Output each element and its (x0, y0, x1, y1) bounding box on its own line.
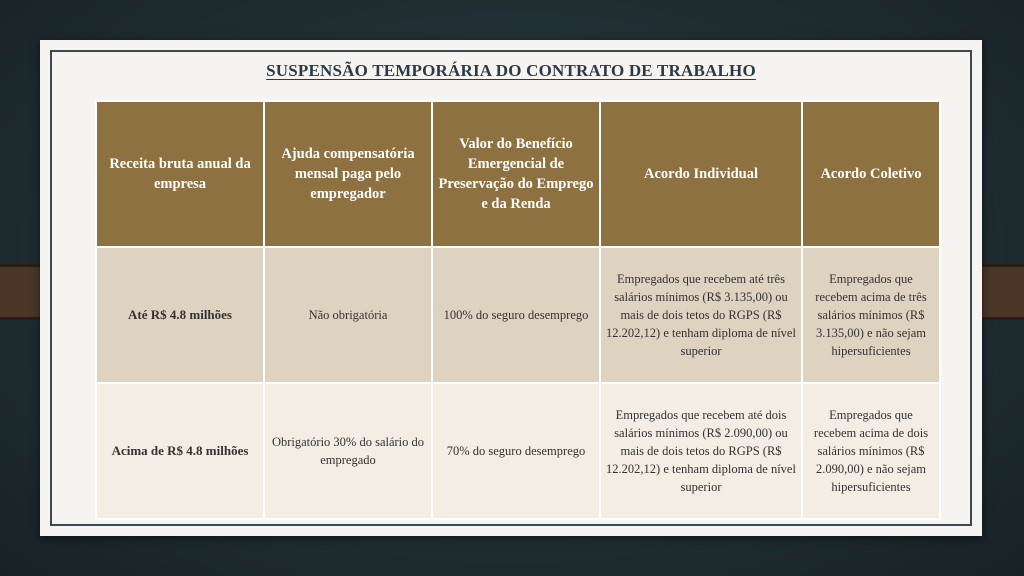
comparison-table (95, 100, 941, 520)
cell-receita: Até R$ 4.8 milhões (96, 247, 264, 383)
cell-receita: Acima de R$ 4.8 milhões (96, 383, 264, 519)
cell-beneficio: 70% do seguro desemprego (432, 383, 600, 519)
header-acordo-individual: Acordo Individual (600, 101, 802, 247)
cell-beneficio: 100% do seguro desemprego (432, 247, 600, 383)
header-acordo-coletivo: Acordo Coletivo (802, 101, 940, 247)
cell-acordo-coletivo: Empregados que recebem acima de três salários mínimos (R$ 3.135,00) e não sejam hipersuficientes (802, 247, 940, 383)
cell-acordo-coletivo: Empregados que recebem acima de dois salários mínimos (R$ 2.090,00) e não sejam hipersuficientes (802, 383, 940, 519)
header-ajuda: Ajuda compensatória mensal paga pelo empregador (264, 101, 432, 247)
header-receita: Receita bruta anual da empresa (96, 101, 264, 247)
cell-ajuda: Não obrigatória (264, 247, 432, 383)
table-header-row (96, 101, 940, 247)
cell-acordo-individual: Empregados que recebem até dois salários mínimos (R$ 2.090,00) ou mais de dois tetos do RGPS (R$ 12.202,12) e tenham diploma de nível superior (600, 383, 802, 519)
cell-acordo-individual: Empregados que recebem até três salários mínimos (R$ 3.135,00) ou mais de dois tetos do RGPS (R$ 12.202,12) e tenham diploma de nível superior (600, 247, 802, 383)
slide-title: SUSPENSÃO TEMPORÁRIA DO CONTRATO DE TRABALHO (266, 61, 756, 80)
table-row (96, 247, 940, 383)
slide (40, 40, 982, 536)
table-row (96, 383, 940, 519)
cell-ajuda: Obrigatório 30% do salário do empregado (264, 383, 432, 519)
header-beneficio: Valor do Benefício Emergencial de Preservação do Emprego e da Renda (432, 101, 600, 247)
